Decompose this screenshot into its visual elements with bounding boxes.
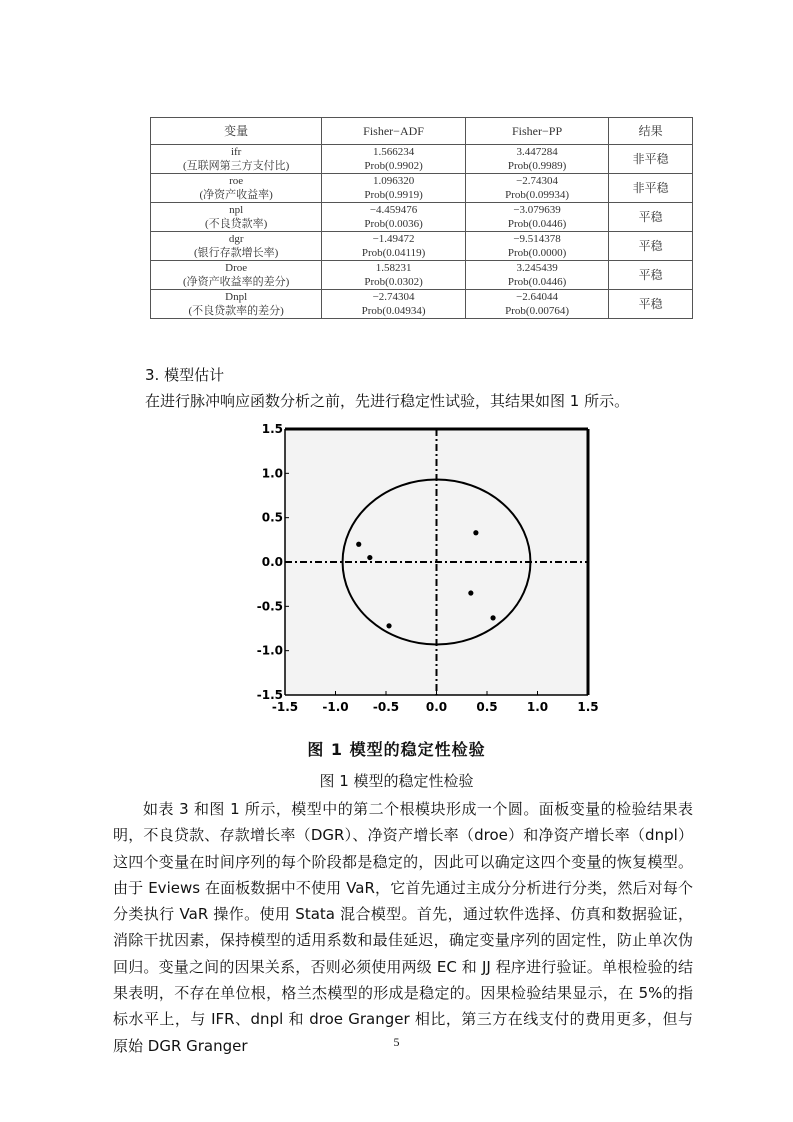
root-point — [386, 623, 391, 628]
cell-variable-sub: (互联网第三方支付比) — [182, 160, 290, 172]
cell-fisher-adf — [322, 174, 466, 203]
cell-variable-sub: (不良贷款率的差分) — [188, 305, 284, 317]
cell-variable-sub: (银行存款增长率) — [193, 247, 279, 259]
intro-sentence: 在进行脉冲响应函数分析之前，先进行稳定性试验，其结果如图 1 所示。 — [145, 392, 630, 410]
cell-fisher-adf-value: 1.096320 — [372, 175, 415, 187]
cell-fisher-adf — [322, 232, 466, 261]
body-paragraph: 如表 3 和图 1 所示，模型中的第二个根模块形成一个圆。面板变量的检验结果表明，不良贷款、存款增长率（DGR）、净资产增长率（droe）和净资产增长率（dnpl）这四个变量在时间序列的每个阶段都是稳定的，因此可以确定这四个变量的恢复模型。由于 Eviews 在面板数据中不使用 VaR，它首先通过主成分分析进行分类，然后对每个分类执行 VaR 操作。使用 Stata 混合模型。首先，通过软件选择、仿真和数据验证，消除干扰因素，保持模型的适用系数和最佳延迟，确定变量序列的固定性，防止单次伪回归。变量之间的因果关系，否则必须使用两级 EC 和 JJ 程序进行验证。单根检验的结果表明，不存在单位根，格兰杰模型的形成是稳定的。因果检验结果显示，在 5%的指标水平上，与 IFR、dnpl 和 droe Granger 相比，第三方在线支付的费用更多，但与原始 DGR Granger — [113, 800, 693, 1055]
cell-variable — [151, 290, 322, 319]
root-point — [356, 542, 361, 547]
cell-fisher-pp — [465, 232, 609, 261]
cell-fisher-adf-value: 1.58231 — [375, 262, 412, 274]
y-tick-label: -1.5 — [256, 688, 283, 702]
cell-fisher-pp-value: 3.447284 — [516, 146, 558, 158]
header-result: 结果 — [609, 118, 693, 145]
cell-fisher-adf-sub: Prob(0.04934) — [361, 305, 426, 317]
table-header-row — [151, 118, 693, 145]
x-tick-label: 0.5 — [476, 700, 498, 714]
cell-fisher-pp — [465, 261, 609, 290]
y-tick-label: -0.5 — [256, 599, 283, 614]
cell-fisher-adf-value: −1.49472 — [372, 233, 415, 245]
body-paragraph-block — [113, 796, 693, 1059]
cell-fisher-pp-value: −2.74304 — [516, 175, 559, 187]
cell-fisher-pp-sub: Prob(0.09934) — [505, 189, 569, 201]
cell-fisher-pp-sub: Prob(0.0446) — [507, 218, 567, 230]
cell-fisher-adf-sub: Prob(0.0302) — [364, 276, 423, 288]
header-variable: 变量 — [151, 118, 322, 145]
x-tick-label: -1.5 — [271, 700, 299, 714]
x-tick-label: -1.0 — [322, 700, 349, 714]
cell-variable — [151, 261, 322, 290]
cell-variable-value: Dnpl — [225, 291, 248, 303]
y-tick-label: -1.0 — [256, 643, 283, 658]
y-tick-label: 0.0 — [261, 555, 283, 569]
section-heading: 3. 模型估计 — [145, 366, 225, 384]
cell-fisher-adf-value: −2.74304 — [372, 291, 415, 303]
stability-chart — [256, 420, 605, 732]
x-tick-label: 0.0 — [425, 700, 448, 714]
cell-fisher-pp-value: 3.245439 — [516, 262, 558, 274]
cell-result: 平稳 — [609, 203, 693, 232]
cell-variable-sub: (净资产收益率) — [199, 189, 273, 201]
y-tick-label: 1.0 — [261, 466, 283, 481]
x-tick-label: 1.0 — [526, 700, 549, 714]
y-tick-label: 1.5 — [261, 422, 283, 436]
cell-fisher-pp-sub: Prob(0.9989) — [507, 160, 567, 172]
y-tick-label: 0.5 — [261, 510, 283, 525]
cell-fisher-pp — [465, 203, 609, 232]
cell-fisher-adf-sub: Prob(0.9902) — [364, 160, 423, 172]
cell-result: 平稳 — [609, 261, 693, 290]
root-point — [473, 530, 478, 535]
cell-fisher-adf-sub: Prob(0.0036) — [364, 218, 423, 230]
cell-variable-sub: (净资产收益率的差分) — [182, 276, 290, 288]
cell-fisher-pp-sub: Prob(0.0446) — [507, 276, 567, 288]
header-fisher-pp: Fisher−PP — [465, 118, 609, 145]
table-row — [151, 203, 693, 232]
table-row — [151, 261, 693, 290]
root-point — [468, 590, 473, 595]
cell-fisher-adf — [322, 290, 466, 319]
unit-root-test-table — [150, 117, 693, 319]
cell-variable-value: dgr — [228, 233, 244, 245]
cell-fisher-adf-value: 1.566234 — [372, 146, 415, 158]
root-point — [367, 555, 372, 560]
cell-variable — [151, 232, 322, 261]
cell-fisher-pp — [465, 145, 609, 174]
x-tick-label: 1.5 — [577, 700, 599, 714]
cell-variable — [151, 145, 322, 174]
cell-result: 非平稳 — [609, 174, 693, 203]
cell-variable — [151, 203, 322, 232]
cell-fisher-adf — [322, 145, 466, 174]
cell-variable-value: roe — [229, 175, 244, 187]
cell-fisher-pp-value: −9.514378 — [513, 233, 561, 245]
cell-result: 平稳 — [609, 232, 693, 261]
figure-inner-label: 图 1 模型的稳定性检验 — [307, 740, 486, 759]
cell-fisher-pp-sub: Prob(0.00764) — [505, 305, 569, 317]
cell-result: 非平稳 — [609, 145, 693, 174]
cell-fisher-pp — [465, 174, 609, 203]
cell-fisher-pp-sub: Prob(0.0000) — [507, 247, 567, 259]
cell-fisher-adf-value: −4.459476 — [369, 204, 418, 216]
table-row — [151, 174, 693, 203]
cell-fisher-adf-sub: Prob(0.9919) — [364, 189, 423, 201]
cell-fisher-adf — [322, 261, 466, 290]
cell-variable-value: Droe — [225, 262, 248, 274]
cell-variable-value: ifr — [230, 146, 242, 158]
figure-caption: 图 1 模型的稳定性检验 — [319, 772, 474, 790]
cell-fisher-pp-value: −3.079639 — [513, 204, 561, 216]
page-number: 5 — [393, 1035, 400, 1049]
table-row — [151, 290, 693, 319]
cell-variable — [151, 174, 322, 203]
cell-fisher-adf — [322, 203, 466, 232]
header-fisher-adf: Fisher−ADF — [322, 118, 466, 145]
cell-fisher-pp-value: −2.64044 — [516, 291, 559, 303]
cell-variable-value: npl — [229, 204, 244, 216]
cell-fisher-adf-sub: Prob(0.04119) — [361, 247, 426, 259]
table-row — [151, 145, 693, 174]
x-tick-label: -0.5 — [372, 700, 400, 714]
cell-variable-sub: (不良贷款率) — [204, 218, 268, 230]
cell-fisher-pp — [465, 290, 609, 319]
table-row — [151, 232, 693, 261]
root-point — [490, 615, 495, 620]
cell-result: 平稳 — [609, 290, 693, 319]
